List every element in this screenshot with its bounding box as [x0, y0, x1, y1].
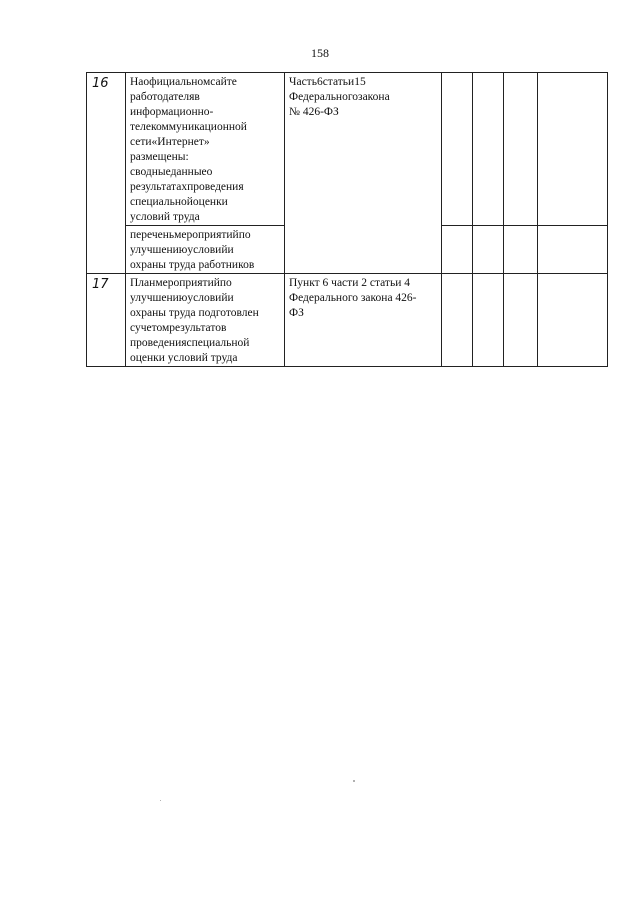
word: статьи	[322, 76, 355, 88]
text-line	[130, 336, 280, 351]
word: Федерального	[289, 91, 359, 103]
text-line	[130, 243, 280, 258]
word: специальной	[186, 337, 250, 349]
word: данные	[170, 166, 207, 178]
text-line: охраны труда подготовлен	[130, 307, 259, 319]
word: результатов	[169, 322, 227, 334]
text-line	[130, 195, 280, 210]
answer-no-cell	[473, 73, 504, 226]
word: 6	[316, 76, 323, 88]
legal-basis-cell	[285, 73, 442, 274]
text-line: Федерального закона 426-	[289, 292, 417, 304]
row-number: 16	[87, 73, 126, 274]
note-cell	[538, 73, 608, 226]
word: условий	[187, 244, 228, 256]
word: перечень	[130, 229, 175, 241]
word: сводные	[130, 166, 171, 178]
word: работодателя	[130, 91, 195, 103]
text-line: № 426-ФЗ	[289, 106, 339, 118]
word: улучшению	[130, 292, 188, 304]
note-cell	[538, 274, 608, 367]
text-line: размещены:	[130, 151, 189, 163]
text-line: Пункт 6 части 2 статьи 4	[289, 277, 410, 289]
word: План	[130, 277, 156, 289]
answer-na-cell	[504, 226, 538, 274]
text-line: условий труда	[130, 211, 200, 223]
text-line: ФЗ	[289, 307, 304, 319]
note-cell	[538, 226, 608, 274]
text-line	[130, 228, 280, 243]
answer-no-cell	[473, 274, 504, 367]
word: оценки	[192, 196, 228, 208]
word: учетом	[134, 322, 170, 334]
answer-yes-cell	[442, 73, 473, 226]
legal-basis-cell	[285, 274, 442, 367]
scan-speck	[353, 780, 355, 782]
word: специальной	[130, 196, 193, 208]
word: Часть	[289, 76, 317, 88]
word: «Интернет»	[151, 136, 210, 148]
word: по	[238, 229, 251, 241]
text-line: телекоммуникационной	[130, 121, 247, 133]
word: сети	[130, 136, 152, 148]
answer-yes-cell	[442, 274, 473, 367]
text-line	[289, 75, 437, 90]
text-line	[130, 135, 280, 150]
answer-no-cell	[473, 226, 504, 274]
answer-na-cell	[504, 274, 538, 367]
word: На	[130, 76, 144, 88]
word: условий	[187, 292, 228, 304]
word: улучшению	[130, 244, 188, 256]
text-line	[130, 165, 280, 180]
word: и	[227, 244, 234, 256]
word: результатах	[130, 181, 188, 193]
word: мероприятий	[155, 277, 220, 289]
word: о	[206, 166, 213, 178]
word: в	[194, 91, 200, 103]
answer-na-cell	[504, 73, 538, 226]
text-line	[130, 276, 280, 291]
word: по	[219, 277, 232, 289]
word: официальном	[143, 76, 211, 88]
word: 15	[354, 76, 366, 88]
requirement-sub-cell	[126, 226, 285, 274]
scan-speck	[160, 800, 161, 801]
checklist-table	[86, 72, 608, 367]
word: мероприятий	[174, 229, 239, 241]
requirement-cell	[126, 73, 285, 226]
text-line	[130, 180, 280, 195]
word: проведения	[187, 181, 244, 193]
word: сайте	[210, 76, 237, 88]
word: и	[227, 292, 234, 304]
text-line: охраны труда работников	[130, 259, 255, 271]
page-number: 158	[311, 46, 329, 60]
word: закона	[358, 91, 390, 103]
answer-yes-cell	[442, 226, 473, 274]
row-number: 17	[87, 274, 126, 367]
table-row-16	[87, 73, 608, 226]
text-line	[130, 291, 280, 306]
text-line: оценки условий труда	[130, 352, 238, 364]
word: проведения	[130, 337, 187, 349]
text-line	[130, 90, 280, 105]
text-line	[289, 90, 437, 105]
text-line: информационно-	[130, 106, 214, 118]
table-row-17	[87, 274, 608, 367]
word: с	[130, 322, 135, 334]
text-line	[130, 321, 280, 336]
requirement-cell	[126, 274, 285, 367]
text-line	[130, 75, 280, 90]
